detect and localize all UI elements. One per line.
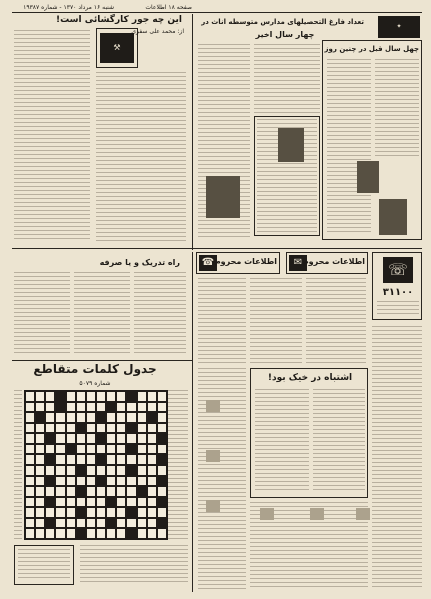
crossword-cell[interactable]: [106, 433, 116, 444]
phone-ad-text: [377, 301, 419, 317]
crossword-clues-left: [14, 390, 22, 540]
crossword-cell[interactable]: [147, 528, 157, 539]
crossword-cell[interactable]: [76, 444, 86, 455]
crossword-cell[interactable]: [25, 465, 35, 476]
crossword-cell[interactable]: [25, 444, 35, 455]
crossword-cell[interactable]: [86, 391, 96, 402]
forty-years-body-1: [327, 59, 371, 235]
crossword-block: [106, 518, 116, 529]
crossword-block: [96, 454, 106, 465]
left-top-body-1: [14, 30, 90, 242]
ad-icon-2: [206, 450, 220, 462]
crossword-cell[interactable]: [147, 454, 157, 465]
crossword-cell[interactable]: [157, 391, 167, 402]
crossword-cell[interactable]: [147, 476, 157, 487]
crossword-cell[interactable]: [147, 391, 157, 402]
crossword-clues-right: [168, 390, 188, 540]
crossword-cell[interactable]: [66, 518, 76, 529]
crossword-cell[interactable]: [106, 486, 116, 497]
crossword-cell[interactable]: [35, 518, 45, 529]
crossword-cell[interactable]: [55, 528, 65, 539]
forty-years-box: [322, 40, 422, 240]
mid-left-body-3: [134, 272, 186, 354]
crossword-cell[interactable]: [55, 454, 65, 465]
crossword-block: [45, 433, 55, 444]
crossword-cell[interactable]: [86, 528, 96, 539]
crossword-block: [45, 518, 55, 529]
crossword-cell[interactable]: [116, 465, 126, 476]
crossword-cell[interactable]: [96, 402, 106, 413]
crossword-cell[interactable]: [116, 402, 126, 413]
crossword-cell[interactable]: [35, 507, 45, 518]
crossword-number: شماره ۵۰۷۹: [79, 380, 111, 387]
crossword-cell[interactable]: [126, 433, 136, 444]
classified-col-3: [306, 278, 366, 364]
crossword-cell[interactable]: [45, 486, 55, 497]
crossword-cell[interactable]: [25, 518, 35, 529]
crossword-cell[interactable]: [45, 391, 55, 402]
crossword-cell[interactable]: [55, 507, 65, 518]
ad-box-1: [196, 252, 280, 274]
crossword-cell[interactable]: [137, 412, 147, 423]
crossword-cell[interactable]: [157, 465, 167, 476]
crossword-cell[interactable]: [116, 476, 126, 487]
left-top-headline: این چه جور کارگشائی است!: [56, 15, 182, 25]
crossword-cell[interactable]: [147, 465, 157, 476]
crossword-cell[interactable]: [66, 433, 76, 444]
dead-fish-body-1: [255, 389, 309, 493]
crossword-cell[interactable]: [106, 412, 116, 423]
horizontal-rule-1: [12, 248, 422, 249]
crossword-cell[interactable]: [147, 444, 157, 455]
crossword-cell[interactable]: [35, 465, 45, 476]
crossword-cell[interactable]: [116, 518, 126, 529]
crossword-cell[interactable]: [55, 433, 65, 444]
crossword-cell[interactable]: [157, 412, 167, 423]
crossword-cell[interactable]: [106, 465, 116, 476]
crossword-cell[interactable]: [86, 402, 96, 413]
crossword-cell[interactable]: [147, 423, 157, 434]
crossword-cell[interactable]: [86, 476, 96, 487]
crossword-cell[interactable]: [45, 402, 55, 413]
ad-box-1-title: اطلاعات محروم: [214, 257, 277, 266]
crossword-cell[interactable]: [86, 444, 96, 455]
crossword-grid: [24, 390, 168, 540]
crossword-cell[interactable]: [126, 402, 136, 413]
crossword-block: [45, 454, 55, 465]
crossword-block: [126, 423, 136, 434]
crossword-cell[interactable]: [55, 497, 65, 508]
crossword-cell[interactable]: [106, 444, 116, 455]
crossword-cell[interactable]: [157, 423, 167, 434]
crossword-cell[interactable]: [106, 476, 116, 487]
crossword-block: [106, 402, 116, 413]
phone-number: ۳۱۱۰۰: [382, 287, 414, 298]
crossword-block: [45, 476, 55, 487]
crossword-cell[interactable]: [66, 402, 76, 413]
crossword-cell[interactable]: [35, 444, 45, 455]
crossword-block: [76, 465, 86, 476]
crossword-solution-box: [14, 545, 74, 585]
phone-ad: [372, 252, 422, 320]
crossword-cell[interactable]: [35, 391, 45, 402]
crossword-cell[interactable]: [76, 402, 86, 413]
left-top-body-2: [96, 72, 186, 242]
crossword-cell[interactable]: [86, 454, 96, 465]
crossword-cell[interactable]: [86, 497, 96, 508]
portrait-photo-2: [357, 161, 379, 193]
crossword-cell[interactable]: [76, 518, 86, 529]
crossword-cell[interactable]: [137, 528, 147, 539]
crossword-cell[interactable]: [157, 507, 167, 518]
crossword-cell[interactable]: [55, 465, 65, 476]
crossword-cell[interactable]: [35, 402, 45, 413]
crossword-block: [157, 454, 167, 465]
crossword-cell[interactable]: [106, 454, 116, 465]
crossword-cell[interactable]: [157, 402, 167, 413]
mail-icon: ✉: [289, 255, 307, 271]
crossword-cell[interactable]: [157, 444, 167, 455]
crossword-cell[interactable]: [116, 528, 126, 539]
crossword-cell[interactable]: [35, 528, 45, 539]
crossword-block: [96, 433, 106, 444]
crossword-cell[interactable]: [96, 465, 106, 476]
crossword-cell[interactable]: [157, 486, 167, 497]
crossword-cell[interactable]: [86, 433, 96, 444]
crossword-cell[interactable]: [96, 423, 106, 434]
crossword-cell[interactable]: [35, 433, 45, 444]
col-divider-1: [192, 14, 193, 250]
ad-box-2-title: اطلاعات محروم: [302, 257, 365, 266]
ad-icon-6: [356, 508, 370, 520]
crossword-cell[interactable]: [147, 402, 157, 413]
crossword-cell[interactable]: [25, 454, 35, 465]
crossword-block: [126, 391, 136, 402]
crossword-cell[interactable]: [137, 402, 147, 413]
ad-icon-5: [310, 508, 324, 520]
crossword-cell[interactable]: [96, 518, 106, 529]
classified-col-1: [198, 278, 246, 364]
dead-fish-box: [250, 368, 368, 498]
crossword-block: [126, 528, 136, 539]
forty-years-headline: چهل سال قبل در چنین روز: [324, 45, 419, 53]
crossword-cell[interactable]: [66, 528, 76, 539]
crossword-cell[interactable]: [55, 444, 65, 455]
classified-col-4: [372, 326, 422, 590]
issue-date: شنبه ۱۶ مرداد ۱۳۷۰ - شماره ۱۹۳۸۷: [23, 4, 114, 11]
crossword-block: [147, 412, 157, 423]
crossword-cell[interactable]: [25, 507, 35, 518]
crossword-cell[interactable]: [116, 497, 126, 508]
crossword-cell[interactable]: [66, 412, 76, 423]
crossword-cell[interactable]: [35, 486, 45, 497]
crossword-cell[interactable]: [66, 465, 76, 476]
crossword-block: [35, 412, 45, 423]
crossword-cell[interactable]: [66, 454, 76, 465]
crossword-block: [55, 391, 65, 402]
crossword-block: [126, 444, 136, 455]
crossword-cell[interactable]: [96, 444, 106, 455]
crossword-block: [55, 402, 65, 413]
crossword-block: [76, 507, 86, 518]
crossword-cell[interactable]: [96, 486, 106, 497]
crossword-cell[interactable]: [25, 486, 35, 497]
telephone-icon: ☏: [383, 257, 413, 283]
crossword-cell[interactable]: [55, 518, 65, 529]
crossword-cell[interactable]: [86, 507, 96, 518]
crossword-cell[interactable]: [25, 412, 35, 423]
crossword-cell[interactable]: [116, 412, 126, 423]
solution-grid: [18, 549, 70, 581]
col-divider-2: [192, 252, 193, 592]
crossword-cell[interactable]: [137, 476, 147, 487]
crossword-cell[interactable]: [147, 507, 157, 518]
crossword-cell[interactable]: [96, 528, 106, 539]
portrait-photo-3: [379, 199, 407, 235]
crossword-cell[interactable]: [76, 433, 86, 444]
portrait-photo-4: [278, 128, 304, 162]
crossword-cell[interactable]: [86, 423, 96, 434]
forty-years-body-2: [375, 59, 419, 159]
crossword-cell[interactable]: [86, 465, 96, 476]
crossword-cell[interactable]: [25, 391, 35, 402]
crossword-cell[interactable]: [116, 507, 126, 518]
crossword-cell[interactable]: [106, 423, 116, 434]
crossword-cell[interactable]: [137, 423, 147, 434]
page-number: صفحه ۱۸ اطلاعات: [145, 4, 192, 11]
crossword-cell[interactable]: [137, 444, 147, 455]
crossword-cell[interactable]: [86, 518, 96, 529]
crossword-block: [66, 444, 76, 455]
mid-left-body-1: [14, 272, 70, 354]
stats-headline-1: تعداد فارغ التحصیلهای مدارس متوسطه اناث در: [201, 18, 364, 26]
crossword-cell[interactable]: [116, 444, 126, 455]
crossword-cell[interactable]: [76, 412, 86, 423]
crossword-cell[interactable]: [45, 444, 55, 455]
crossword-cells: [25, 391, 167, 539]
crossword-cell[interactable]: [137, 454, 147, 465]
mid-left-body-2: [74, 272, 130, 354]
crossword-cell[interactable]: [137, 465, 147, 476]
crossword-cell[interactable]: [126, 518, 136, 529]
crossword-cell[interactable]: [86, 486, 96, 497]
crossword-cell[interactable]: [116, 486, 126, 497]
crossword-cell[interactable]: [96, 497, 106, 508]
crossword-cell[interactable]: [106, 507, 116, 518]
crossword-cell[interactable]: [96, 507, 106, 518]
crossword-cell[interactable]: [86, 412, 96, 423]
crossword-block: [126, 507, 136, 518]
crossword-cell[interactable]: [35, 497, 45, 508]
crossword-cell[interactable]: [55, 423, 65, 434]
header-rule: [12, 12, 422, 13]
crossword-block: [157, 497, 167, 508]
crossword-cell[interactable]: [76, 497, 86, 508]
crossword-cell[interactable]: [45, 465, 55, 476]
crossword-block: [106, 497, 116, 508]
crossword-cell[interactable]: [35, 454, 45, 465]
crossword-cell[interactable]: [76, 454, 86, 465]
crossword-cell[interactable]: [45, 423, 55, 434]
crossword-block: [96, 476, 106, 487]
crossword-cell[interactable]: [137, 497, 147, 508]
crossword-cell[interactable]: [76, 391, 86, 402]
crossword-clues-bottom: [80, 545, 188, 585]
crossword-cell[interactable]: [66, 486, 76, 497]
crossword-cell[interactable]: [55, 486, 65, 497]
crossword-cell[interactable]: [66, 497, 76, 508]
crossword-cell[interactable]: [106, 528, 116, 539]
crossword-cell[interactable]: [126, 412, 136, 423]
left-top-byline: از: محمد علی سفری: [131, 28, 184, 35]
crossword-cell[interactable]: [126, 476, 136, 487]
horizontal-rule-2: [12, 360, 192, 361]
crossword-cell[interactable]: [147, 518, 157, 529]
crossword-title: جدول کلمات متقاطع: [33, 362, 157, 376]
crossword-cell[interactable]: [45, 507, 55, 518]
crossword-cell[interactable]: [137, 391, 147, 402]
crossword-cell[interactable]: [137, 507, 147, 518]
crossword-cell[interactable]: [66, 391, 76, 402]
classified-col-2: [250, 278, 302, 364]
crossword-block: [157, 518, 167, 529]
crossword-cell[interactable]: [35, 423, 45, 434]
dead-fish-headline: اشتباه در خیک بود!: [267, 373, 353, 383]
wrench-icon: ⚒: [100, 33, 134, 63]
crossword-block: [76, 528, 86, 539]
crossword-cell[interactable]: [25, 497, 35, 508]
crossword-cell[interactable]: [55, 476, 65, 487]
crossword-cell[interactable]: [137, 518, 147, 529]
crossword-block: [96, 412, 106, 423]
crossword-cell[interactable]: [116, 454, 126, 465]
crossword-cell[interactable]: [25, 423, 35, 434]
crossword-cell[interactable]: [66, 507, 76, 518]
crossword-cell[interactable]: [126, 454, 136, 465]
crossword-cell[interactable]: [25, 528, 35, 539]
ad-icon-3: [206, 500, 220, 512]
crossword-cell[interactable]: [116, 391, 126, 402]
stats-logo-icon: ✦: [378, 16, 420, 38]
crossword-cell[interactable]: [25, 402, 35, 413]
ad-box-2: [286, 252, 368, 274]
dead-fish-body-2: [313, 389, 365, 493]
crossword-cell[interactable]: [147, 486, 157, 497]
crossword-block: [126, 465, 136, 476]
crossword-block: [76, 486, 86, 497]
crossword-block: [137, 486, 147, 497]
crossword-block: [45, 497, 55, 508]
crossword-cell[interactable]: [66, 476, 76, 487]
crossword-block: [157, 476, 167, 487]
crossword-cell[interactable]: [76, 476, 86, 487]
crossword-cell[interactable]: [106, 391, 116, 402]
ad-icon-4: [260, 508, 274, 520]
phone-icon: ☎: [199, 255, 217, 271]
crossword-cell[interactable]: [55, 412, 65, 423]
stats-headline-2: چهار سال اخیر: [255, 30, 315, 39]
crossword-cell[interactable]: [126, 497, 136, 508]
crossword-cell[interactable]: [66, 423, 76, 434]
crossword-block: [76, 423, 86, 434]
ad-icon-1: [206, 400, 220, 412]
crossword-cell[interactable]: [147, 497, 157, 508]
crossword-cell[interactable]: [116, 423, 126, 434]
crossword-cell[interactable]: [126, 486, 136, 497]
crossword-cell[interactable]: [147, 433, 157, 444]
stats-body-2: [254, 44, 320, 114]
crossword-cell[interactable]: [96, 391, 106, 402]
crossword-cell[interactable]: [45, 528, 55, 539]
crossword-cell[interactable]: [116, 433, 126, 444]
mid-left-headline: راه تدریک و یا صرفه: [99, 258, 180, 267]
crossword-cell[interactable]: [45, 412, 55, 423]
crossword-cell[interactable]: [25, 433, 35, 444]
crossword-block: [157, 433, 167, 444]
crossword-cell[interactable]: [35, 476, 45, 487]
crossword-cell[interactable]: [25, 476, 35, 487]
portrait-photo-1: [206, 176, 240, 218]
crossword-cell[interactable]: [137, 433, 147, 444]
crossword-cell[interactable]: [157, 528, 167, 539]
